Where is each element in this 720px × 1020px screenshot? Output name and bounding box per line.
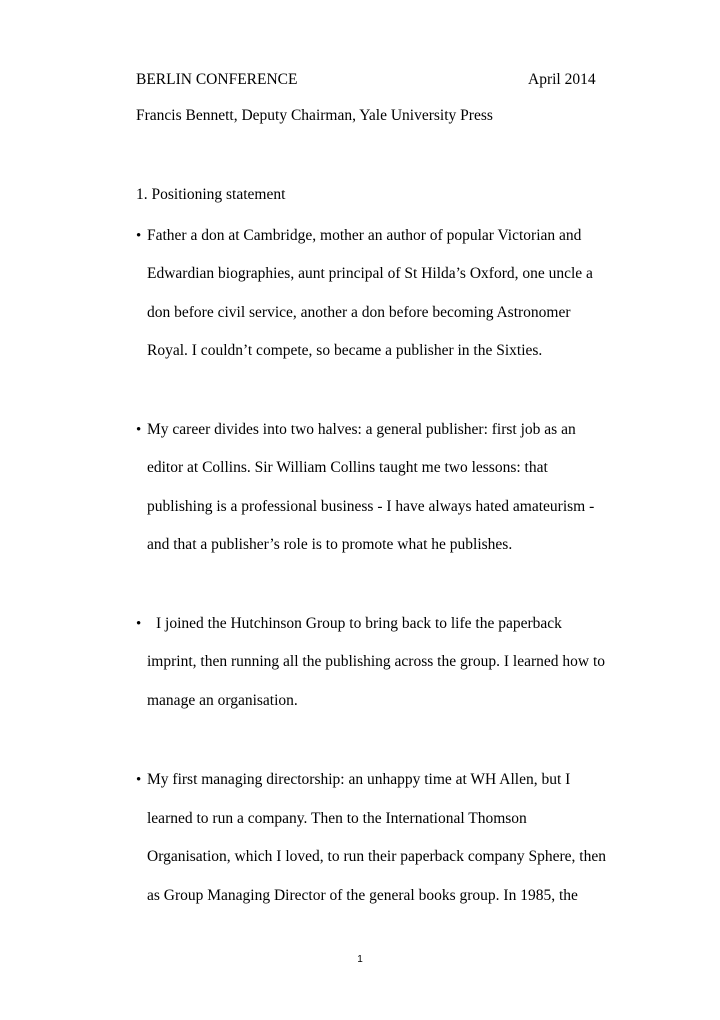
paragraph-line: I joined the Hutchinson Group to bring back to life the paperback <box>156 615 562 632</box>
paragraph-line: editor at Collins. Sir William Collins taught me two lessons: that <box>147 459 548 476</box>
paragraph-line: and that a publisher’s role is to promote what he publishes. <box>147 536 513 553</box>
page-number: 1 <box>357 954 363 965</box>
conference-title: BERLIN CONFERENCE <box>136 71 298 88</box>
section-heading: 1. Positioning statement <box>136 186 286 203</box>
paragraph-line: Organisation, which I loved, to run their paperback company Sphere, then <box>147 848 606 865</box>
paragraph-line: Edwardian biographies, aunt principal of St Hilda’s Oxford, one uncle a <box>147 265 593 282</box>
paragraph-line: My career divides into two halves: a general publisher: first job as an <box>147 421 576 438</box>
document-date: April 2014 <box>528 71 596 88</box>
paragraph-line: Royal. I couldn’t compete, so became a publisher in the Sixties. <box>147 342 543 359</box>
paragraph-line: learned to run a company. Then to the International Thomson <box>147 810 527 827</box>
paragraph-line: imprint, then running all the publishing across the group. I learned how to <box>147 653 606 670</box>
paragraph-line: don before civil service, another a don before becoming Astronomer <box>147 304 571 321</box>
bullet-marker: • <box>136 228 142 244</box>
bullet-marker: • <box>136 772 142 788</box>
paragraph-line: Father a don at Cambridge, mother an author of popular Victorian and <box>147 227 582 244</box>
author-line: Francis Bennett, Deputy Chairman, Yale University Press <box>136 107 493 124</box>
paragraph-line: My first managing directorship: an unhappy time at WH Allen, but I <box>147 771 571 788</box>
paragraph-line: as Group Managing Director of the general books group. In 1985, the <box>147 887 578 904</box>
bullet-marker: • <box>136 616 142 632</box>
paragraph-line: publishing is a professional business - I have always hated amateurism - <box>147 498 595 515</box>
bullet-marker: • <box>136 422 142 438</box>
paragraph-line: manage an organisation. <box>147 692 298 709</box>
